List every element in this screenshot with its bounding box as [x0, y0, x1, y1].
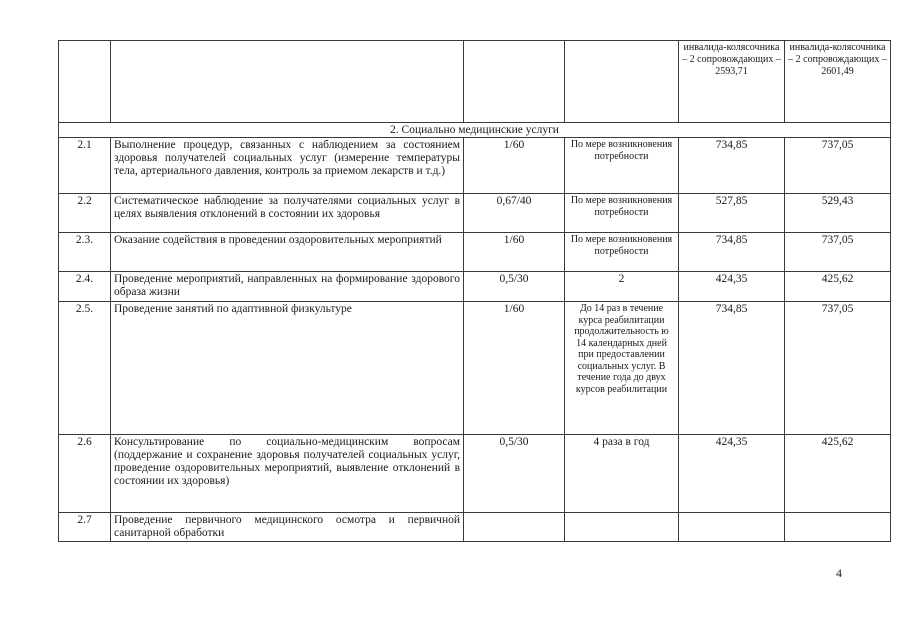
service-description: Оказание содействия в проведении оздоровительных мероприятий — [111, 233, 464, 272]
table-row — [59, 302, 891, 435]
time-norm: 1/60 — [464, 138, 565, 194]
page-number: 4 — [836, 566, 842, 580]
service-frequency: 2 — [565, 272, 679, 302]
time-norm: 0,5/30 — [464, 435, 565, 513]
row-number: 2.2 — [59, 194, 111, 233]
price-1: 527,85 — [679, 194, 785, 233]
price-1: 734,85 — [679, 138, 785, 194]
price-1 — [679, 513, 785, 542]
time-norm: 0,5/30 — [464, 272, 565, 302]
price-2: 737,05 — [785, 138, 891, 194]
price-2: 425,62 — [785, 272, 891, 302]
table-row — [59, 435, 891, 513]
row-number: 2.5. — [59, 302, 111, 435]
table-header-row — [59, 41, 891, 123]
service-frequency: По мере возникновения потребности — [565, 138, 679, 194]
service-description: Проведение мероприятий, направленных на формирование здорового образа жизни — [111, 272, 464, 302]
price-1: 424,35 — [679, 272, 785, 302]
service-frequency: 4 раза в год — [565, 435, 679, 513]
service-frequency: По мере возникновения потребности — [565, 233, 679, 272]
row-number: 2.1 — [59, 138, 111, 194]
header-cell-empty — [565, 41, 679, 123]
time-norm: 1/60 — [464, 233, 565, 272]
service-frequency: По мере возникновения потребности — [565, 194, 679, 233]
price-2: 737,05 — [785, 302, 891, 435]
table-row — [59, 513, 891, 542]
time-norm — [464, 513, 565, 542]
service-description: Проведение занятий по адаптивной физкультуре — [111, 302, 464, 435]
section-title: 2. Социально медицинские услуги — [59, 123, 891, 138]
service-description: Систематическое наблюдение за получателями социальных услуг в целях выявления отклонений в состоянии их здоровья — [111, 194, 464, 233]
price-2 — [785, 513, 891, 542]
price-2: 529,43 — [785, 194, 891, 233]
price-1: 424,35 — [679, 435, 785, 513]
row-number: 2.4. — [59, 272, 111, 302]
price-2: 737,05 — [785, 233, 891, 272]
table-row — [59, 272, 891, 302]
services-table — [58, 40, 891, 542]
service-description: Выполнение процедур, связанных с наблюдением за состоянием здоровья получателей социальных услуг (измерение температуры тела, артериального давления, контроль за приемом лекарств и т.д.) — [111, 138, 464, 194]
table-row — [59, 233, 891, 272]
service-description: Проведение первичного медицинского осмотра и первичной санитарной обработки — [111, 513, 464, 542]
price-1: 734,85 — [679, 233, 785, 272]
service-description: Консультирование по социально-медицинским вопросам (поддержание и сохранение здоровья получателей социальных услуг, проведение оздоровительных мероприятий, выявление отклонений в состоянии их здоровья) — [111, 435, 464, 513]
table-row — [59, 138, 891, 194]
service-frequency — [565, 513, 679, 542]
header-price-col-2: инвалида-колясочника – 2 сопровождающих – 2601,49 — [785, 41, 891, 123]
table-row — [59, 194, 891, 233]
header-cell-empty — [59, 41, 111, 123]
header-cell-empty — [111, 41, 464, 123]
header-price-col-1: инвалида-колясочника – 2 сопровождающих – 2593,71 — [679, 41, 785, 123]
row-number: 2.6 — [59, 435, 111, 513]
price-2: 425,62 — [785, 435, 891, 513]
section-row — [59, 123, 891, 138]
row-number: 2.7 — [59, 513, 111, 542]
service-frequency: До 14 раз в течение курса реабилитации продолжительность ю 14 календарных дней при предоставлении социальных услуг. В течение года до двух курсов реабилитации — [565, 302, 679, 435]
time-norm: 1/60 — [464, 302, 565, 435]
row-number: 2.3. — [59, 233, 111, 272]
price-1: 734,85 — [679, 302, 785, 435]
time-norm: 0,67/40 — [464, 194, 565, 233]
header-cell-empty — [464, 41, 565, 123]
